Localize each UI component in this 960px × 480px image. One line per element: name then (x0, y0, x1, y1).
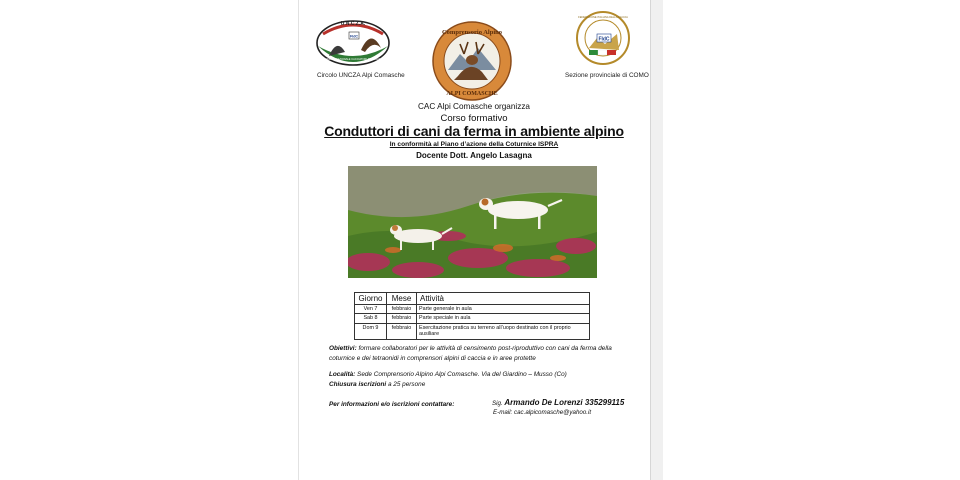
teacher-line: Docente Dott. Angelo Lasagna (416, 151, 532, 160)
uncza-badge-text: FIdC (350, 34, 358, 39)
course-line: Corso formativo (440, 113, 508, 124)
fidc-logo (575, 10, 631, 66)
contact-name: Armando De Lorenzi 335299115 (504, 398, 625, 407)
pointer-dogs-photo (348, 166, 597, 278)
header-giorno: Giorno (355, 293, 387, 305)
fidc-ring-text: FEDERAZIONE ITALIANA DELLA CACCIA (578, 16, 628, 19)
objectives-paragraph (329, 344, 629, 363)
location-paragraph (329, 370, 629, 380)
row-month: febbraio (387, 314, 417, 323)
comprensorio-logo-top-text: Comprensorio Alpino (441, 29, 503, 36)
document-subtitle: In conformità al Piano d’azione della Coturnice ISPRA (389, 141, 559, 148)
header-mese: Mese (387, 293, 417, 305)
document-page (299, 0, 649, 480)
fidc-caption: Sezione provinciale di COMO (565, 72, 649, 79)
organizer-line: CAC Alpi Comasche organizza (418, 102, 530, 111)
header-attivita: Attività (417, 293, 590, 305)
row-activity: Parte generale in aula (417, 305, 590, 314)
objectives-text: formare collaboratori per le attività di censimento post-riproduttivo con cani da ferma della coturnice e dei tetraonidi in comprensori alpini di caccia e in aree protette (329, 345, 612, 362)
contact-prefix: Sig. (492, 400, 505, 407)
comprensorio-logo (430, 20, 514, 102)
table-row (355, 314, 590, 323)
row-day: Dom 9 (355, 323, 387, 339)
table-row (355, 305, 590, 314)
comprensorio-logo-bottom-text: ALPI COMASCHE (446, 91, 498, 97)
row-month: febbraio (387, 305, 417, 314)
row-day: Ven 7 (355, 305, 387, 314)
row-day: Sab 8 (355, 314, 387, 323)
row-activity: Esercitazione pratica su terreno all’uopo destinato con il proprio ausiliare (417, 323, 590, 339)
schedule-table (354, 292, 590, 340)
table-row (355, 323, 590, 339)
row-activity: Parte speciale in aula (417, 314, 590, 323)
closing-label: Chiusura iscrizioni (329, 381, 387, 388)
fidc-badge-text: FIdC (598, 36, 610, 43)
contact-person (492, 398, 624, 407)
location-text: Sede Comprensorio Alpino Alpi Comasche. Via del Giardino – Musso (Co) (355, 371, 567, 378)
uncza-logo-text: U.N.C.Z.A. (340, 21, 366, 27)
contact-email[interactable]: E-mail: cac.alpicomasche@yahoo.it (493, 409, 592, 416)
objectives-label: Obiettivi: (329, 345, 357, 352)
vertical-scrollbar[interactable] (650, 0, 663, 480)
uncza-caption: Circolo UNCZA Alpi Comasche (317, 72, 405, 79)
closing-text: a 25 persone (386, 381, 426, 388)
location-label: Località: (329, 371, 356, 378)
closing-paragraph (329, 380, 629, 390)
document-title: Conduttori di cani da ferma in ambiente alpino (324, 123, 624, 139)
schedule-header-row (355, 293, 590, 305)
contact-prompt: Per informazioni e/o iscrizioni contattare: (329, 401, 455, 408)
row-month: febbraio (387, 323, 417, 339)
uncza-ring-text: UNIONE NAZIONALE CACCIATORI ZONA ALPI (325, 58, 381, 61)
uncza-logo (315, 18, 391, 66)
